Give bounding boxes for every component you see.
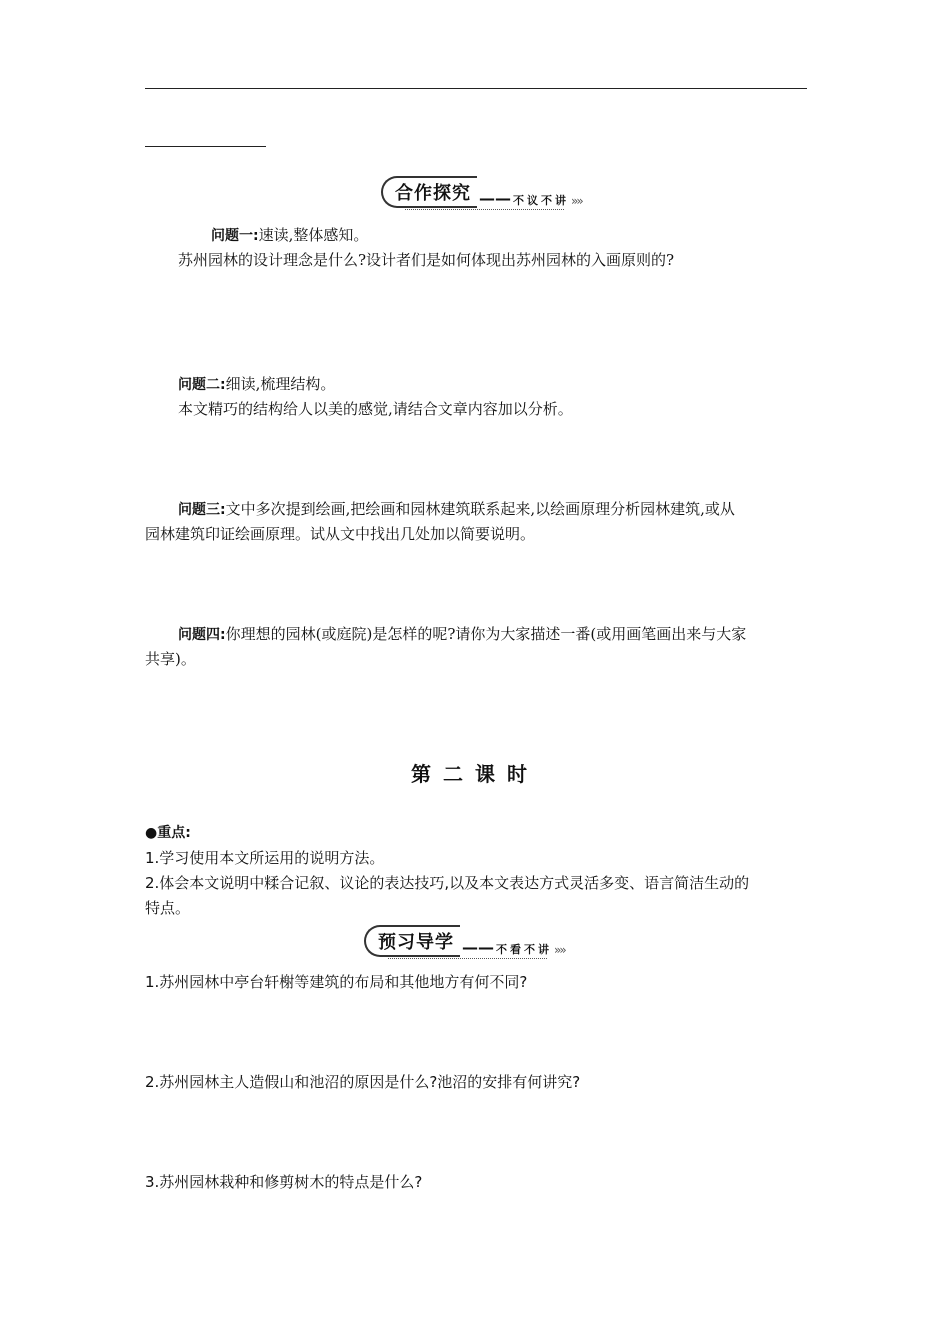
question-text: 你理想的园林(或庭院)是怎样的呢?请你为大家描述一番(或用画笔画出来与大家	[225, 625, 747, 643]
question-1-body: 苏州园林的设计理念是什么?设计者们是如何体现出苏州园林的入画原则的?	[178, 251, 675, 269]
banner-title: 合作探究	[381, 176, 477, 208]
question-1-heading	[211, 223, 368, 249]
question-label: 问题二:	[178, 377, 226, 393]
question-text: 速读,整体感知。	[258, 226, 369, 244]
section-banner-hezuotanjiu	[381, 176, 582, 208]
banner-underline	[388, 958, 547, 959]
question-3-line-1	[178, 497, 735, 523]
question-text: 细读,梳理结构。	[225, 375, 336, 393]
banner-dash: ——	[479, 189, 511, 208]
question-4-line-2: 共享)。	[145, 650, 196, 668]
question-text: 文中多次提到绘画,把绘画和园林建筑联系起来,以绘画原理分析园林建筑,或从	[225, 500, 735, 518]
key-point-2-line-2: 特点。	[145, 899, 191, 917]
preview-question-1: 1.苏州园林中亭台轩榭等建筑的布局和其他地方有何不同?	[145, 973, 528, 991]
question-4-line-1	[178, 622, 746, 648]
banner-subtitle: 不看不讲	[496, 943, 552, 956]
key-point-2-line-1: 2.体会本文说明中糅合记叙、议论的表达技巧,以及本文表达方式灵活多变、语言简洁生动的	[145, 874, 750, 892]
answer-line	[145, 146, 266, 147]
banner-title: 预习导学	[364, 925, 460, 957]
banner-dash: ——	[462, 938, 494, 957]
question-label: 问题一:	[211, 228, 259, 244]
question-label: 问题三:	[178, 502, 226, 518]
preview-question-3: 3.苏州园林栽种和修剪树木的特点是什么?	[145, 1173, 423, 1191]
lesson-title: 第二课时	[411, 762, 539, 786]
question-label: 问题四:	[178, 627, 226, 643]
question-3-line-2: 园林建筑印证绘画原理。试从文中找出几处加以简要说明。	[145, 525, 536, 543]
question-2-body: 本文精巧的结构给人以美的感觉,请结合文章内容加以分析。	[178, 400, 573, 418]
section-banner-yuxidaoxue	[364, 925, 565, 957]
key-point-1: 1.学习使用本文所运用的说明方法。	[145, 849, 385, 867]
double-chevron-icon: »»	[571, 194, 582, 208]
header-rule	[145, 88, 807, 89]
key-points-label: ●重点:	[145, 825, 191, 841]
banner-subtitle: 不议不讲	[513, 194, 569, 207]
question-2-heading	[178, 372, 335, 398]
banner-underline	[405, 209, 564, 210]
preview-question-2: 2.苏州园林主人造假山和池沼的原因是什么?池沼的安排有何讲究?	[145, 1073, 581, 1091]
double-chevron-icon: »»	[554, 943, 565, 957]
